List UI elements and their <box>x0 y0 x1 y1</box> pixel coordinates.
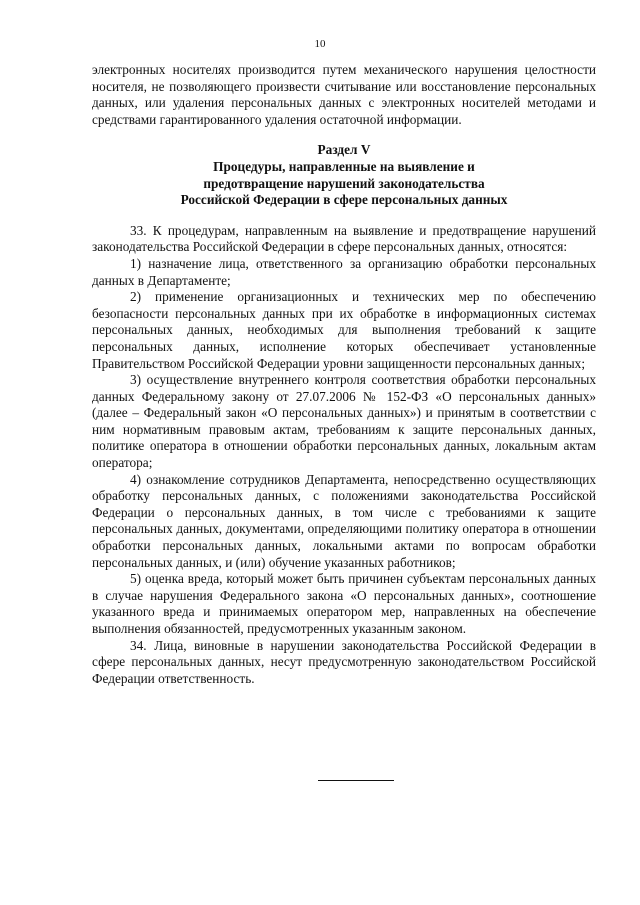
end-of-document-rule <box>318 780 394 781</box>
clause-33-item: 5) оценка вреда, который может быть причинен субъектам персональных данных в случае нарушения Федерального закона «О персональных данных», соотношение указанного вреда и принимаемых оператором мер, направленных на обеспечение выполнения обязанностей, предусмотренных указанным законом. <box>92 571 596 636</box>
clause-34: 34. Лица, виновные в нарушении законодательства Российской Федерации в сфере персональных данных, несут предусмотренную законодательством Российской Федерации ответственность. <box>92 637 596 686</box>
clause-33-intro: 33. К процедурам, направленным на выявление и предотвращение нарушений законодательства Российской Федерации в сфере персональных данных, относятся: <box>92 222 596 255</box>
clause-33-item: 2) применение организационных и технических мер по обеспечению безопасности персональных данных при их обработке в информационных системах персональных данных, необходимых для выполнения требований к защите персональных данных, исполнение которых обеспечивает установленные Правительством Российской Федерации уровни защищенности персональных данных; <box>92 289 596 371</box>
section-heading-line: Процедуры, направленные на выявление и <box>213 158 475 174</box>
clause-33-item: 3) осуществление внутреннего контроля соответствия обработки персональных данных Федеральному закону от 27.07.2006 № 152-ФЗ «О персональных данных» (далее – Федеральный закон «О персональных данных») и принятым в соответствии с ним нормативным правовым актам, требованиям к защите персональных данных, политике оператора в отношении обработки персональных данных, локальным актам оператора; <box>92 372 596 471</box>
page-number: 10 <box>314 38 326 50</box>
section-heading-line: предотвращение нарушений законодательства <box>203 175 485 191</box>
clause-33-item: 4) ознакомление сотрудников Департамента, непосредственно осуществляющих обработку персональных данных, с положениями законодательства Российской Федерации о персональных данных, в том числе с требованиями к защите персональных данных, документами, определяющими политику оператора в отношении обработки персональных данных, локальными актами по вопросам обработки персональных данных, и (или) обучение указанных работников; <box>92 471 596 570</box>
section-heading-line: Российской Федерации в сфере персональных данных <box>180 192 508 208</box>
clause-33-item: 1) назначение лица, ответственного за организацию обработки персональных данных в Департаменте; <box>92 255 596 288</box>
intro-paragraph: электронных носителях производится путем механического нарушения целостности носителя, не позволяющего произвести считывание или восстановление персональных данных, или удаления персональных данных с электронных носителей методами и средствами гарантированного удаления остаточной информации. <box>92 62 596 127</box>
section-heading <box>92 142 596 208</box>
document-body <box>92 62 596 687</box>
section-title: Раздел V <box>317 142 371 158</box>
